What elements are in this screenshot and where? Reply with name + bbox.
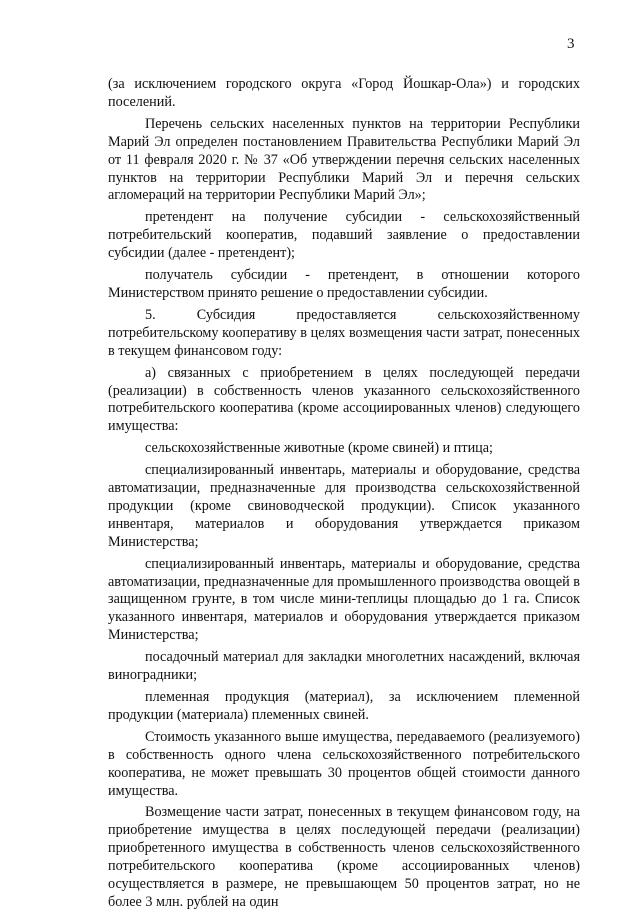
paragraph: сельскохозяйственные животные (кроме свиней) и птица; (145, 440, 493, 457)
paragraph: специализированный инвентарь, материалы и оборудование, средства автоматизации, предназначенные для промышленного производства овощей в защищенном грунте, в том числе мини-теплицы площадью до 1 га. Список указанного инвентаря, материалов и оборудования утверждается приказом Министерства; (108, 555, 580, 644)
paragraph: (за исключением городского округа «Город Йошкар-Ола») и городских поселений. (108, 76, 580, 110)
paragraph: племенная продукция (материал), за исключением племенной продукции (материала) племенных свиней. (108, 689, 580, 723)
paragraph: получатель субсидии - претендент, в отношении которого Министерством принято решение о предоставлении субсидии. (108, 267, 580, 301)
paragraph: Стоимость указанного выше имущества, передаваемого (реализуемого) в собственность одного члена сельскохозяйственного потребительского кооператива, не может превышать 30 процентов общей стоимости данного имущества. (108, 728, 580, 799)
paragraph: специализированный инвентарь, материалы и оборудование, средства автоматизации, предназначенные для производства сельскохозяйственной продукции (кроме свиноводческой продукции). Список указанного инвентаря, материалов и оборудования утверждается приказом Министерства; (108, 462, 580, 550)
paragraph: претендент на получение субсидии - сельскохозяйственный потребительский кооператив, подавший заявление о предоставлении субсидии (далее - претендент); (108, 209, 580, 262)
paragraph: 5. Субсидия предоставляется сельскохозяйственному потребительскому кооперативу в целях возмещения части затрат, понесенных в текущем финансовом году: (108, 306, 580, 359)
paragraph: посадочный материал для закладки многолетних насаждений, включая виноградники; (108, 649, 580, 684)
page-number: 3 (567, 36, 575, 52)
document-body (108, 76, 580, 912)
paragraph: а) связанных с приобретением в целях последующей передачи (реализации) в собственность членов указанного сельскохозяйственного потребительского кооператива (кроме ассоциированных членов) следующего имущества: (108, 364, 580, 435)
paragraph: Возмещение части затрат, понесенных в текущем финансовом году, на приобретение имущества в целях последующей передачи (реализации) приобретенного имущества в собственность членов сельскохозяйственного потребительского кооператива (кроме ассоциированных членов) осуществляется в размере, не превышающем 50 процентов затрат, но не более 3 млн. рублей на один (108, 804, 580, 910)
paragraph: Перечень сельских населенных пунктов на территории Республики Марий Эл определен постановлением Правительства Республики Марий Эл от 11 февраля 2020 г. № 37 «Об утверждении перечня сельских населенных пунктов на территории Республики Марий Эл и перечня сельских агломераций на территории Республики Марий Эл»; (108, 115, 580, 204)
